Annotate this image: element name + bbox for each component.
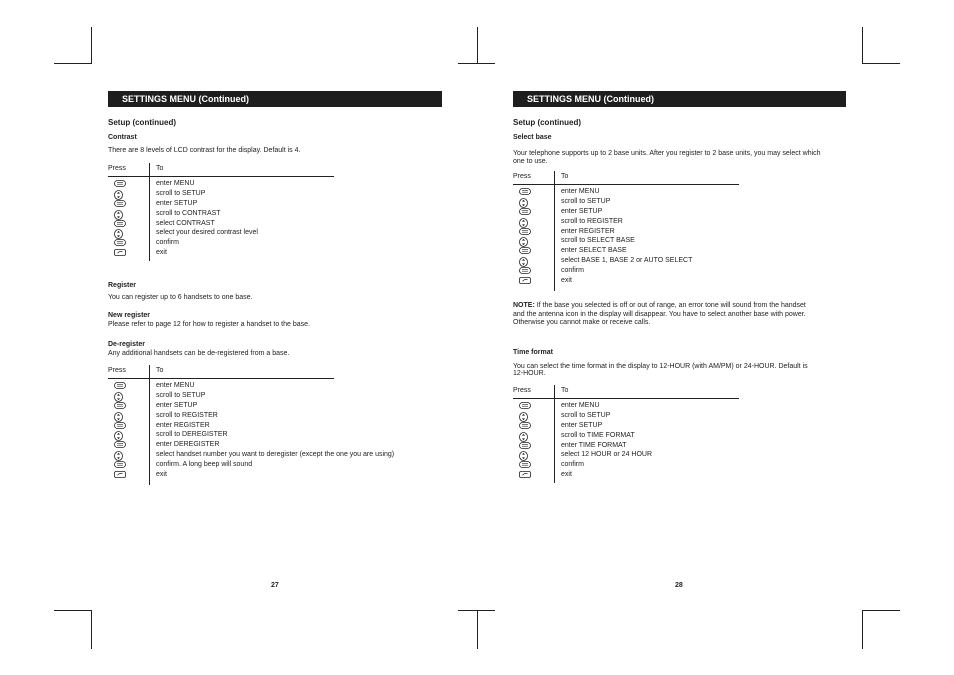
column-divider — [554, 171, 555, 291]
column-divider — [149, 163, 150, 261]
new-register-heading: New register — [108, 312, 151, 319]
crop-mark — [477, 27, 478, 64]
crop-mark — [477, 610, 478, 649]
select-base-description-line1: Your telephone supports up to 2 base units. After you register to 2 base units, you may select which — [513, 150, 821, 157]
menu-key-icon — [114, 402, 126, 409]
step-action: enter MENU — [561, 188, 600, 195]
new-register-description: Please refer to page 12 for how to register a handset to the base. — [108, 321, 310, 328]
step-action: scroll to SETUP — [561, 197, 611, 205]
menu-key-icon — [114, 180, 126, 187]
step-action: enter SETUP — [156, 401, 198, 409]
note-line3: Otherwise you cannot make or receive calls. — [513, 319, 651, 326]
time-format-description-line1: You can select the time format in the display to 12-HOUR (with AM/PM) or 24-HOUR. Default is — [513, 363, 808, 370]
step-action: select handset number you want to deregister (except the one you are using) — [156, 451, 395, 459]
note-label: NOTE: — [513, 302, 535, 309]
press-column-header: Press — [513, 387, 531, 394]
menu-key-icon — [114, 461, 126, 468]
exit-key-icon — [114, 249, 126, 256]
crop-mark — [458, 610, 495, 611]
step-action: exit — [561, 471, 572, 479]
deregister-description: Any additional handsets can be de-registered from a base. — [108, 350, 290, 357]
table-header — [513, 173, 739, 185]
section-banner: SETTINGS MENU (Continued) — [108, 91, 442, 107]
scroll-key-icon — [519, 451, 528, 461]
press-column-header: Press — [108, 165, 126, 172]
menu-key-icon — [519, 402, 531, 409]
menu-key-icon — [519, 228, 531, 235]
column-divider — [554, 385, 555, 483]
setup-heading: Setup (continued) — [108, 118, 176, 127]
exit-key-icon — [519, 277, 531, 284]
scroll-key-icon — [519, 432, 528, 442]
to-column-header: To — [561, 173, 569, 180]
press-column-header: Press — [108, 367, 126, 374]
menu-key-icon — [114, 422, 126, 429]
step-action: exit — [156, 249, 167, 257]
step-action: enter MENU — [156, 382, 195, 389]
step-action: scroll to DEREGISTER — [156, 431, 228, 439]
crop-mark — [54, 63, 91, 64]
column-divider — [149, 365, 150, 485]
page-number: 28 — [675, 582, 683, 589]
step-action: exit — [156, 471, 167, 479]
step-action: confirm — [561, 267, 584, 275]
step-action: enter REGISTER — [156, 421, 210, 429]
scroll-key-icon — [114, 210, 123, 220]
register-description: You can register up to 6 handsets to one base. — [108, 294, 253, 301]
step-action: scroll to SELECT BASE — [561, 237, 635, 245]
register-heading: Register — [108, 282, 137, 289]
step-action: enter MENU — [561, 402, 600, 409]
step-action: enter REGISTER — [561, 227, 615, 235]
step-action: scroll to TIME FORMAT — [561, 431, 635, 439]
scroll-key-icon — [114, 431, 123, 441]
scroll-key-icon — [519, 412, 528, 422]
select-base-heading: Select base — [513, 134, 552, 141]
press-column-header: Press — [513, 173, 531, 180]
crop-mark — [862, 610, 900, 611]
scroll-key-icon — [114, 190, 123, 200]
crop-mark — [862, 63, 900, 64]
menu-key-icon — [519, 461, 531, 468]
menu-key-icon — [114, 441, 126, 448]
menu-key-icon — [519, 208, 531, 215]
step-action: confirm — [156, 239, 179, 247]
menu-key-icon — [114, 239, 126, 246]
exit-key-icon — [519, 471, 531, 478]
table-header — [108, 367, 334, 379]
scroll-key-icon — [114, 412, 123, 422]
step-action: enter SETUP — [561, 207, 603, 215]
step-action: scroll to SETUP — [561, 411, 611, 419]
time-format-heading: Time format — [513, 349, 553, 356]
step-action: confirm — [561, 461, 584, 469]
menu-key-icon — [114, 382, 126, 389]
step-action: enter DEREGISTER — [156, 441, 220, 449]
table-header — [513, 387, 739, 399]
step-action: enter TIME FORMAT — [561, 441, 627, 449]
step-action: select your desired contrast level — [156, 229, 258, 237]
scroll-key-icon — [519, 237, 528, 247]
menu-key-icon — [114, 200, 126, 207]
crop-mark — [91, 610, 92, 649]
menu-key-icon — [114, 220, 126, 227]
scroll-key-icon — [519, 257, 528, 267]
crop-mark — [91, 27, 92, 64]
setup-heading: Setup (continued) — [513, 118, 581, 127]
step-action: exit — [561, 277, 572, 285]
page-number: 27 — [271, 582, 279, 589]
step-action: scroll to SETUP — [156, 391, 206, 399]
time-format-description-line2: 12-HOUR. — [513, 370, 546, 377]
to-column-header: To — [156, 165, 164, 172]
menu-key-icon — [519, 267, 531, 274]
section-banner: SETTINGS MENU (Continued) — [513, 91, 846, 107]
step-action: confirm. A long beep will sound — [156, 461, 253, 469]
crop-mark — [54, 610, 91, 611]
menu-key-icon — [519, 247, 531, 254]
crop-mark — [458, 63, 495, 64]
scroll-key-icon — [114, 392, 123, 402]
contrast-heading: Contrast — [108, 134, 137, 141]
scroll-key-icon — [519, 198, 528, 208]
scroll-key-icon — [114, 451, 123, 461]
contrast-description: There are 8 levels of LCD contrast for the display. Default is 4. — [108, 147, 301, 154]
table-header — [108, 165, 334, 177]
menu-key-icon — [519, 422, 531, 429]
menu-key-icon — [519, 442, 531, 449]
to-column-header: To — [561, 387, 569, 394]
step-action: scroll to SETUP — [156, 189, 206, 197]
exit-key-icon — [114, 471, 126, 478]
note-text: If the base you selected is off or out of range, an error tone will sound from the handset — [536, 302, 806, 309]
step-action: scroll to CONTRAST — [156, 209, 221, 217]
step-action: scroll to REGISTER — [561, 217, 623, 225]
scroll-key-icon — [519, 218, 528, 228]
crop-mark — [862, 27, 863, 64]
note-line2: and the antenna icon in the display will disappear. You have to select another base with power. — [513, 311, 806, 318]
crop-mark — [862, 610, 863, 649]
step-action: enter MENU — [156, 180, 195, 187]
note-line1 — [513, 301, 806, 310]
select-base-description-line2: one to use. — [513, 158, 548, 165]
step-action: enter SELECT BASE — [561, 247, 627, 255]
step-action: select BASE 1, BASE 2 or AUTO SELECT — [561, 257, 693, 265]
step-action: enter SETUP — [156, 199, 198, 207]
deregister-heading: De-register — [108, 341, 145, 348]
scroll-key-icon — [114, 229, 123, 239]
step-action: enter SETUP — [561, 421, 603, 429]
step-action: scroll to REGISTER — [156, 411, 218, 419]
step-action: select CONTRAST — [156, 219, 215, 227]
step-action: select 12 HOUR or 24 HOUR — [561, 451, 653, 459]
to-column-header: To — [156, 367, 164, 374]
menu-key-icon — [519, 188, 531, 195]
